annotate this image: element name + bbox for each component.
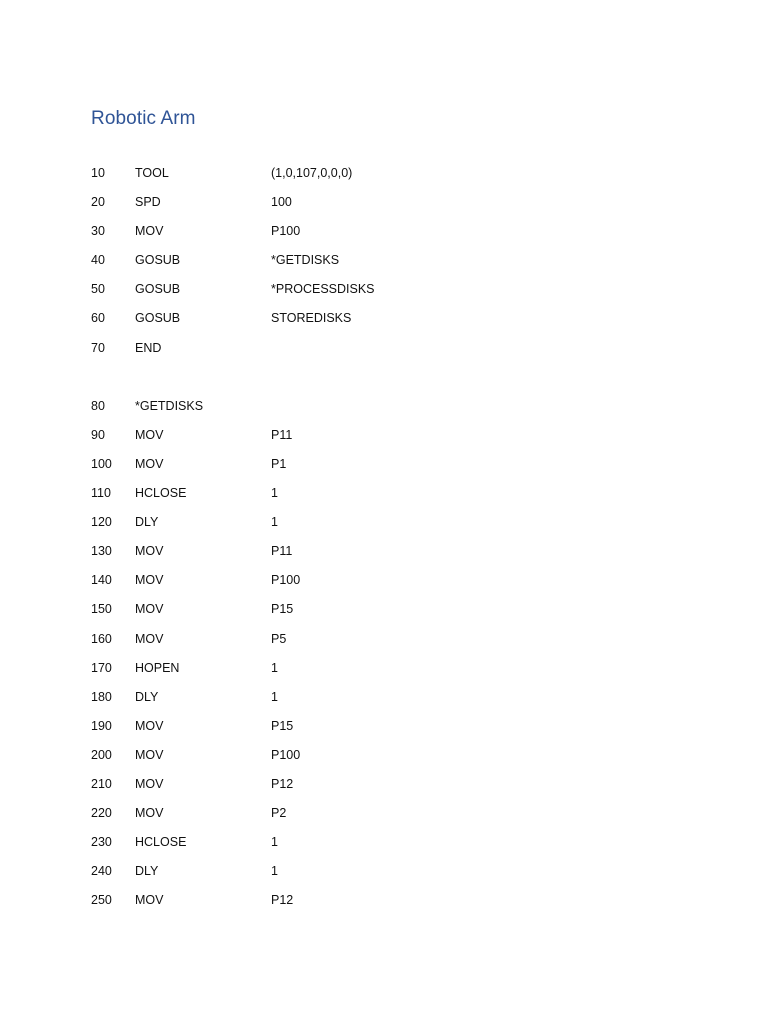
line-command: MOV bbox=[135, 893, 164, 908]
line-number: 40 bbox=[91, 253, 105, 268]
line-command: SPD bbox=[135, 195, 161, 210]
line-number: 140 bbox=[91, 573, 112, 588]
line-argument: P100 bbox=[271, 573, 301, 588]
line-command: HCLOSE bbox=[135, 486, 187, 501]
document-title: Robotic Arm bbox=[91, 108, 196, 129]
line-command: MOV bbox=[135, 631, 164, 646]
line-argument: 1 bbox=[271, 689, 278, 704]
program-line bbox=[91, 455, 691, 484]
line-argument: (1,0,107,0,0,0) bbox=[271, 166, 353, 180]
program-line bbox=[91, 833, 691, 862]
line-number: 20 bbox=[91, 195, 105, 210]
program-line bbox=[91, 775, 691, 804]
line-number: 180 bbox=[91, 689, 112, 704]
line-number: 90 bbox=[91, 427, 105, 442]
line-command: MOV bbox=[135, 573, 164, 588]
line-argument: P12 bbox=[271, 893, 294, 908]
program-line bbox=[91, 193, 691, 222]
line-command: DLY bbox=[135, 515, 159, 530]
line-argument: STOREDISKS bbox=[271, 311, 352, 326]
line-argument: 1 bbox=[271, 486, 278, 501]
program-line bbox=[91, 542, 691, 571]
line-argument: P11 bbox=[271, 427, 293, 442]
line-number: 210 bbox=[91, 776, 112, 791]
program-line bbox=[91, 804, 691, 833]
program-line bbox=[91, 339, 691, 368]
line-command: MOV bbox=[135, 456, 164, 471]
line-argument: 100 bbox=[271, 195, 292, 210]
line-number: 130 bbox=[91, 544, 112, 559]
line-number: 150 bbox=[91, 602, 112, 617]
line-command: MOV bbox=[135, 806, 164, 821]
line-command: MOV bbox=[135, 718, 164, 733]
line-command: MOV bbox=[135, 544, 164, 559]
program-line bbox=[91, 222, 691, 251]
line-argument: P2 bbox=[271, 806, 287, 821]
line-number: 170 bbox=[91, 660, 112, 675]
line-number: 160 bbox=[91, 631, 112, 646]
line-number: 80 bbox=[91, 398, 105, 413]
line-number: 220 bbox=[91, 806, 112, 821]
line-command: HCLOSE bbox=[135, 835, 187, 850]
program-line bbox=[91, 309, 691, 338]
program-line bbox=[91, 630, 691, 659]
line-number: 120 bbox=[91, 515, 112, 530]
line-argument: P1 bbox=[271, 456, 287, 471]
program-line bbox=[91, 251, 691, 280]
program-line bbox=[91, 659, 691, 688]
line-number: 250 bbox=[91, 893, 112, 908]
line-command: MOV bbox=[135, 427, 164, 442]
program-line bbox=[91, 571, 691, 600]
line-command: MOV bbox=[135, 776, 164, 791]
line-command: MOV bbox=[135, 224, 164, 239]
program-line bbox=[91, 688, 691, 717]
line-number: 100 bbox=[91, 456, 112, 471]
blank-line bbox=[91, 368, 691, 397]
line-argument: P12 bbox=[271, 776, 294, 791]
line-command: MOV bbox=[135, 602, 164, 617]
line-command: GOSUB bbox=[135, 311, 181, 326]
line-command: HOPEN bbox=[135, 660, 180, 675]
program-line bbox=[91, 280, 691, 309]
line-argument: P100 bbox=[271, 747, 301, 762]
program-line bbox=[91, 746, 691, 775]
line-argument: P15 bbox=[271, 718, 294, 733]
line-argument: 1 bbox=[271, 864, 278, 879]
line-number: 200 bbox=[91, 747, 112, 762]
line-number: 30 bbox=[91, 224, 105, 239]
line-number: 240 bbox=[91, 864, 112, 879]
line-argument: *PROCESSDISKS bbox=[271, 282, 375, 297]
line-argument: P100 bbox=[271, 224, 301, 239]
line-argument: 1 bbox=[271, 835, 278, 850]
program-line bbox=[91, 513, 691, 542]
program-line bbox=[91, 164, 691, 193]
line-command: TOOL bbox=[135, 166, 169, 180]
program-line bbox=[91, 484, 691, 513]
line-command: MOV bbox=[135, 747, 164, 762]
line-argument: 1 bbox=[271, 515, 278, 530]
line-number: 70 bbox=[91, 340, 105, 355]
line-number: 60 bbox=[91, 311, 105, 326]
program-line bbox=[91, 891, 691, 920]
line-number: 190 bbox=[91, 718, 112, 733]
program-listing bbox=[91, 164, 691, 920]
line-command: DLY bbox=[135, 864, 159, 879]
line-number: 10 bbox=[91, 166, 105, 180]
line-number: 110 bbox=[91, 486, 111, 501]
line-command: GOSUB bbox=[135, 253, 181, 268]
line-argument: *GETDISKS bbox=[271, 253, 340, 268]
program-line bbox=[91, 426, 691, 455]
line-argument: P15 bbox=[271, 602, 294, 617]
line-argument: P5 bbox=[271, 631, 287, 646]
line-command: *GETDISKS bbox=[135, 398, 204, 413]
program-line bbox=[91, 717, 691, 746]
program-line bbox=[91, 397, 691, 426]
line-command: END bbox=[135, 340, 162, 355]
line-number: 50 bbox=[91, 282, 105, 297]
line-argument: 1 bbox=[271, 660, 278, 675]
line-number: 230 bbox=[91, 835, 112, 850]
program-line bbox=[91, 600, 691, 629]
program-line bbox=[91, 862, 691, 891]
line-command: DLY bbox=[135, 689, 159, 704]
line-command: GOSUB bbox=[135, 282, 181, 297]
line-argument: P11 bbox=[271, 544, 293, 559]
